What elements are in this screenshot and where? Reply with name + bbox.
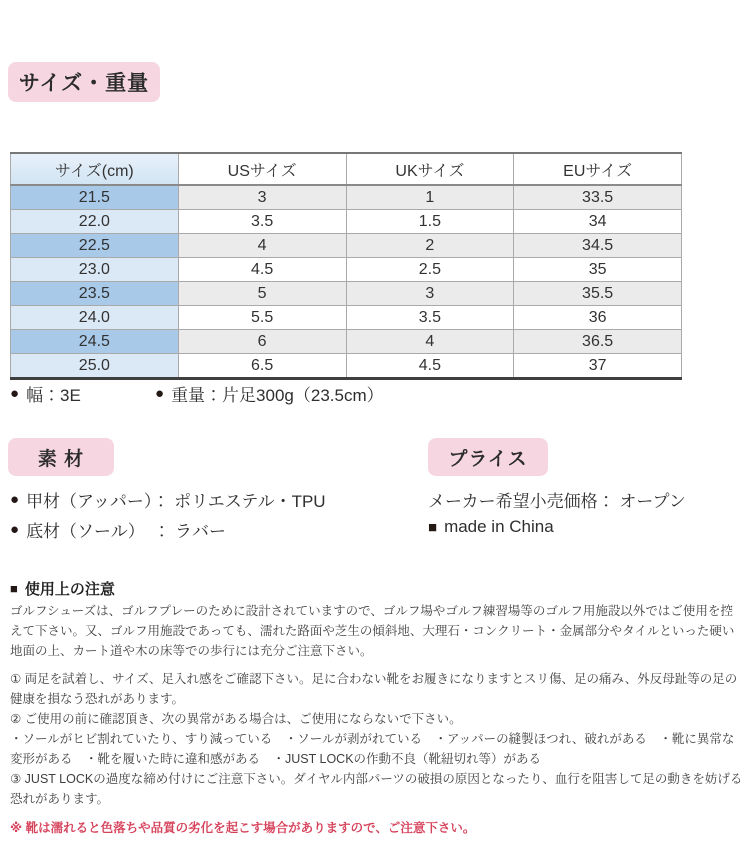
material-upper-row — [10, 487, 326, 512]
width-weight-line — [10, 381, 384, 406]
weight-spec-label: 重量：片足300g（23.5cm） — [171, 386, 384, 405]
size-value-cell: 33.5 — [514, 185, 682, 210]
note-2: ② ご使用の前に確認頂き、次の異常がある場合は、ご使用にならないで下さい。 — [10, 712, 462, 726]
msrp-row: メーカー希望小売価格： オープン — [428, 492, 686, 511]
size-value-cell: 1 — [346, 185, 514, 210]
table-row — [11, 210, 682, 234]
size-value-cell: 5.5 — [178, 306, 346, 330]
table-row — [11, 234, 682, 258]
size-cm-cell: 23.0 — [11, 258, 179, 282]
bullet-icon: ● — [10, 491, 20, 508]
size-conversion-table — [10, 152, 682, 380]
size-value-cell: 4 — [178, 234, 346, 258]
note-2-items: ・ソールがヒビ割れていたり、すり減っている ・ソールが剥がれている ・アッパーの縫製ほつれ、破れがある ・靴に異常な変形がある ・靴を履いた時に違和感がある ・JUST LOCKの作動不良（靴紐切れ等）がある — [10, 732, 735, 766]
usage-notes-body — [10, 601, 743, 838]
size-value-cell: 35.5 — [514, 282, 682, 306]
table-row — [11, 330, 682, 354]
size-value-cell: 3.5 — [346, 306, 514, 330]
size-value-cell: 36.5 — [514, 330, 682, 354]
size-cm-cell: 22.5 — [11, 234, 179, 258]
material-upper-label: 甲材（アッパー）： ポリエステル・TPU — [26, 492, 326, 511]
size-value-cell: 3.5 — [178, 210, 346, 234]
size-value-cell: 34.5 — [514, 234, 682, 258]
wet-warning-note: ※ 靴は濡れると色落ちや品質の劣化を起こす場合がありますので、ご注意下さい。 — [10, 821, 476, 835]
table-row — [11, 306, 682, 330]
size-value-cell: 36 — [514, 306, 682, 330]
weight-spec — [155, 381, 384, 406]
size-value-cell: 4 — [346, 330, 514, 354]
width-spec — [10, 381, 155, 406]
size-value-cell: 5 — [178, 282, 346, 306]
bullet-icon: ● — [10, 521, 20, 538]
column-header: UKサイズ — [346, 153, 514, 185]
width-spec-label: 幅：3E — [26, 386, 81, 405]
table-row — [11, 282, 682, 306]
made-in-row — [428, 517, 554, 537]
note-1: ① 両足を試着し、サイズ、足入れ感をご確認下さい。足に合わない靴をお履きになりますとスリ傷、足の痛み、外反母趾等の足の健康を損なう恐れがあります。 — [10, 672, 738, 706]
column-header: EUサイズ — [514, 153, 682, 185]
size-cm-cell: 24.0 — [11, 306, 179, 330]
material-section-title: 素 材 — [8, 438, 114, 476]
size-cm-cell: 21.5 — [11, 185, 179, 210]
size-value-cell: 3 — [346, 282, 514, 306]
column-header: サイズ(cm) — [11, 153, 179, 185]
usage-notes-title — [10, 578, 115, 599]
size-value-cell: 35 — [514, 258, 682, 282]
size-cm-cell: 22.0 — [11, 210, 179, 234]
notes-intro: ゴルフシューズは、ゴルフプレーのために設計されていますので、ゴルフ場やゴルフ練習場等のゴルフ用施設以外ではご使用を控えて下さい。又、ゴルフ用施設であっても、濡れた路面や芝生の傾斜地、大理石・コンクリート・金属部分やタイルといった硬い地面の上、カート道や木の床等での歩行には充分ご注意下さい。 — [10, 604, 735, 658]
table-row — [11, 185, 682, 210]
size-table-header — [11, 153, 682, 185]
material-sole-row — [10, 517, 226, 542]
bullet-icon: ● — [155, 385, 165, 402]
price-section-title: プライス — [428, 438, 548, 476]
column-header: USサイズ — [178, 153, 346, 185]
size-value-cell: 2.5 — [346, 258, 514, 282]
bullet-icon: ● — [10, 385, 20, 402]
size-value-cell: 6 — [178, 330, 346, 354]
table-row — [11, 354, 682, 379]
square-icon: ■ — [10, 581, 18, 596]
size-value-cell: 4.5 — [178, 258, 346, 282]
size-value-cell: 6.5 — [178, 354, 346, 379]
size-value-cell: 4.5 — [346, 354, 514, 379]
usage-notes-title-label: 使用上の注意 — [24, 581, 115, 598]
size-value-cell: 1.5 — [346, 210, 514, 234]
size-cm-cell: 23.5 — [11, 282, 179, 306]
size-value-cell: 37 — [514, 354, 682, 379]
size-value-cell: 2 — [346, 234, 514, 258]
square-icon: ■ — [428, 518, 438, 536]
size-value-cell: 34 — [514, 210, 682, 234]
size-table-body — [11, 185, 682, 379]
size-cm-cell: 24.5 — [11, 330, 179, 354]
material-sole-label: 底材（ソール） ： ラバー — [26, 522, 226, 541]
note-3: ③ JUST LOCKの過度な締め付けにご注意下さい。ダイヤル内部パーツの破損の原因となったり、血行を阻害して足の動きを妨げる恐れがあります。 — [10, 772, 743, 806]
size-cm-cell: 25.0 — [11, 354, 179, 379]
size-weight-section-title: サイズ・重量 — [8, 62, 160, 102]
size-value-cell: 3 — [178, 185, 346, 210]
made-in-label: made in China — [444, 517, 554, 536]
table-row — [11, 258, 682, 282]
